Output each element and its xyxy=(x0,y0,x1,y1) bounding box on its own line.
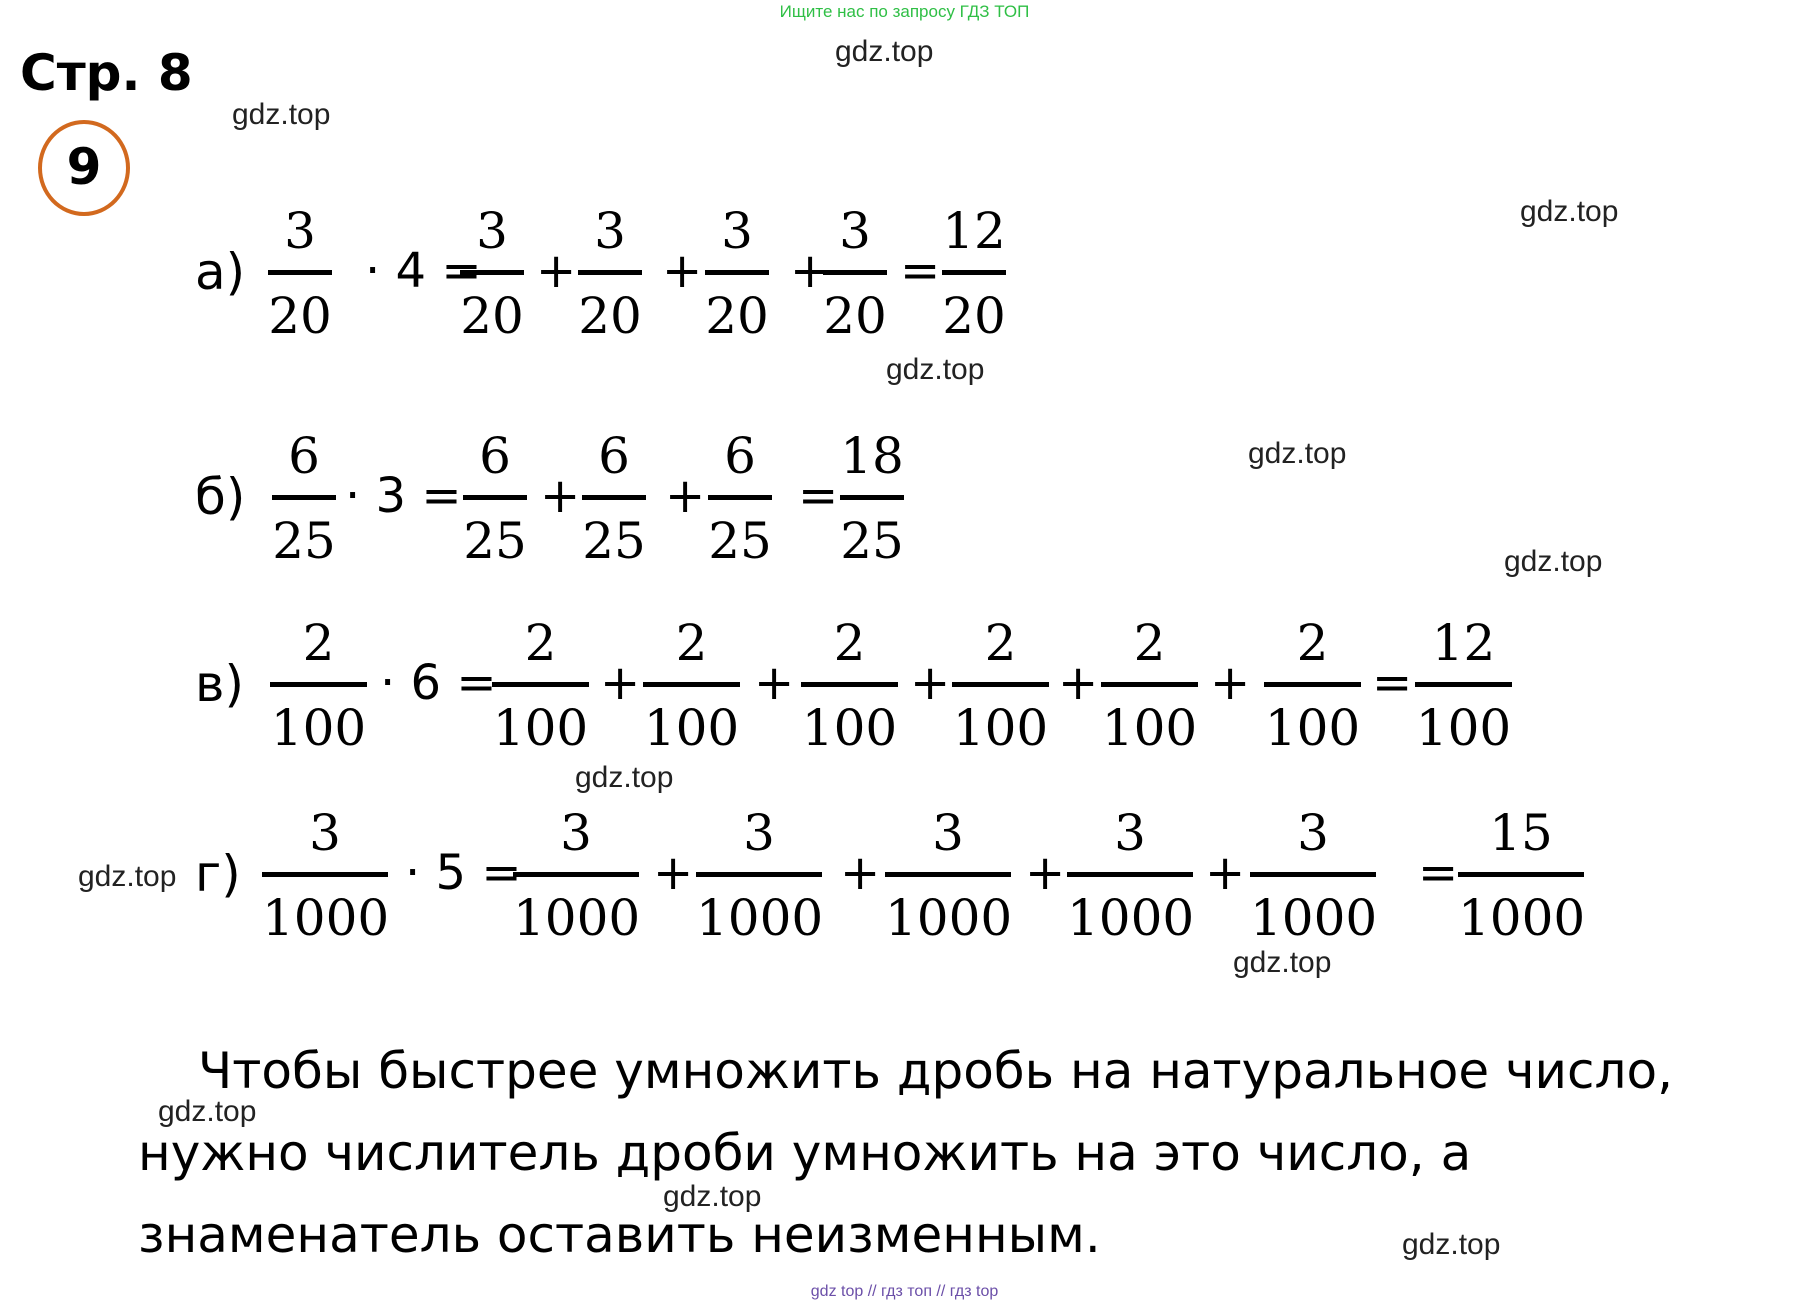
denominator: 1000 xyxy=(1067,889,1195,947)
fraction-bar xyxy=(952,682,1049,687)
equals-sign: = xyxy=(1372,655,1413,711)
denominator: 1000 xyxy=(513,889,641,947)
equation-label: а) xyxy=(195,243,246,301)
numerator: 2 xyxy=(1296,614,1329,672)
fraction-bar xyxy=(1415,682,1512,687)
equals-sign: = xyxy=(798,468,839,524)
fraction-bar xyxy=(1067,872,1193,877)
equation-row xyxy=(195,425,1755,585)
numerator: 3 xyxy=(932,804,964,862)
watermark: gdz.top xyxy=(232,98,331,131)
fraction-result xyxy=(1415,612,1512,759)
denominator: 25 xyxy=(708,512,772,570)
denominator: 25 xyxy=(272,512,336,570)
multiplier: · 5 = xyxy=(405,845,522,901)
fraction-bar xyxy=(262,872,388,877)
equation-label: г) xyxy=(195,845,241,903)
watermark: gdz.top xyxy=(663,1180,762,1213)
numerator: 3 xyxy=(1297,804,1329,862)
fraction-bar xyxy=(463,495,527,500)
numerator: 2 xyxy=(833,614,866,672)
plus-sign: + xyxy=(1025,845,1066,901)
equals-sign: = xyxy=(900,243,941,299)
denominator: 100 xyxy=(270,699,367,757)
numerator: 3 xyxy=(284,202,316,260)
plus-sign: + xyxy=(1205,845,1246,901)
fraction-term xyxy=(1067,802,1193,949)
fraction-bar xyxy=(582,495,646,500)
conclusion-text: Чтобы быстрее умножить дробь на натуральное число, нужно числитель дроби умножить на это число, а знаменатель оставить неизменным. xyxy=(138,1042,1673,1264)
fraction-bar xyxy=(272,495,336,500)
fraction-term xyxy=(696,802,822,949)
numerator: 3 xyxy=(309,804,341,862)
numerator: 18 xyxy=(840,427,904,485)
fraction-bar xyxy=(705,270,769,275)
numerator: 12 xyxy=(942,202,1006,260)
fraction-result xyxy=(840,425,904,572)
denominator: 1000 xyxy=(262,889,390,947)
fraction-bar xyxy=(643,682,740,687)
denominator: 20 xyxy=(823,287,887,345)
denominator: 20 xyxy=(578,287,642,345)
watermark: gdz.top xyxy=(886,353,985,386)
numerator: 3 xyxy=(721,202,753,260)
fraction-result xyxy=(942,200,1006,347)
multiplier: · 4 = xyxy=(365,243,482,299)
equation-row xyxy=(195,200,1755,360)
fraction-term xyxy=(513,802,639,949)
numerator: 6 xyxy=(288,427,320,485)
fraction-term xyxy=(1264,612,1361,759)
fraction-bar xyxy=(942,270,1006,275)
plus-sign: + xyxy=(536,243,577,299)
numerator: 3 xyxy=(594,202,626,260)
numerator: 2 xyxy=(524,614,557,672)
plus-sign: + xyxy=(662,243,703,299)
denominator: 1000 xyxy=(1250,889,1378,947)
plus-sign: + xyxy=(840,845,881,901)
fraction-factor xyxy=(262,802,388,949)
watermark: gdz.top xyxy=(158,1095,257,1128)
denominator: 100 xyxy=(801,699,898,757)
numerator: 2 xyxy=(302,614,335,672)
denominator: 25 xyxy=(463,512,527,570)
fraction-bar xyxy=(1250,872,1376,877)
denominator: 20 xyxy=(460,287,524,345)
fraction-term xyxy=(582,425,646,572)
denominator: 100 xyxy=(1415,699,1512,757)
denominator: 25 xyxy=(840,512,904,570)
multiplier: · 6 = xyxy=(380,655,497,711)
denominator: 20 xyxy=(268,287,332,345)
search-hint-banner: Ищите нас по запросу ГДЗ ТОП xyxy=(779,2,1030,21)
numerator: 3 xyxy=(476,202,508,260)
fraction-bar xyxy=(492,682,589,687)
numerator: 6 xyxy=(479,427,511,485)
fraction-term xyxy=(952,612,1049,759)
plus-sign: + xyxy=(1058,655,1099,711)
numerator: 2 xyxy=(675,614,708,672)
denominator: 25 xyxy=(582,512,646,570)
watermark: gdz.top xyxy=(1402,1228,1501,1261)
denominator: 1000 xyxy=(696,889,824,947)
numerator: 15 xyxy=(1489,804,1553,862)
watermark: gdz.top xyxy=(78,860,177,893)
equation-row xyxy=(195,802,1755,962)
plus-sign: + xyxy=(600,655,641,711)
fraction-bar xyxy=(840,495,904,500)
fraction-term xyxy=(705,200,769,347)
watermark: gdz.top xyxy=(1233,946,1332,979)
numerator: 6 xyxy=(598,427,630,485)
numerator: 3 xyxy=(839,202,871,260)
fraction-term xyxy=(885,802,1011,949)
denominator: 1000 xyxy=(1458,889,1586,947)
numerator: 6 xyxy=(724,427,756,485)
fraction-bar xyxy=(1101,682,1198,687)
fraction-term xyxy=(1250,802,1376,949)
fraction-factor xyxy=(272,425,336,572)
plus-sign: + xyxy=(540,468,581,524)
equation-label: в) xyxy=(195,655,244,713)
fraction-bar xyxy=(885,872,1011,877)
numerator: 2 xyxy=(1133,614,1166,672)
fraction-bar xyxy=(1458,872,1584,877)
fraction-bar xyxy=(801,682,898,687)
fraction-term xyxy=(801,612,898,759)
watermark: gdz.top xyxy=(1520,195,1619,228)
numerator: 2 xyxy=(984,614,1017,672)
fraction-bar xyxy=(708,495,772,500)
multiplier: · 3 = xyxy=(345,468,462,524)
watermark: gdz.top xyxy=(575,761,674,794)
fraction-result xyxy=(1458,802,1584,949)
watermark: gdz.top xyxy=(835,35,934,68)
fraction-term xyxy=(463,425,527,572)
fraction-bar xyxy=(696,872,822,877)
numerator: 3 xyxy=(560,804,592,862)
footer-links: gdz top // гдз топ // гдз top xyxy=(810,1283,999,1300)
fraction-term xyxy=(823,200,887,347)
exercise-number-badge: 9 xyxy=(38,120,130,216)
denominator: 20 xyxy=(942,287,1006,345)
fraction-bar xyxy=(268,270,332,275)
numerator: 3 xyxy=(1114,804,1146,862)
plus-sign: + xyxy=(653,845,694,901)
fraction-bar xyxy=(1264,682,1361,687)
equation-label: б) xyxy=(195,468,246,526)
plus-sign: + xyxy=(1210,655,1251,711)
equals-sign: = xyxy=(1418,845,1459,901)
denominator: 100 xyxy=(492,699,589,757)
fraction-term xyxy=(1101,612,1198,759)
denominator: 100 xyxy=(1264,699,1361,757)
plus-sign: + xyxy=(790,243,831,299)
fraction-factor xyxy=(270,612,367,759)
watermark: gdz.top xyxy=(1248,437,1347,470)
page-label: Стр. 8 xyxy=(20,44,193,102)
denominator: 100 xyxy=(952,699,1049,757)
fraction-term xyxy=(492,612,589,759)
numerator: 3 xyxy=(743,804,775,862)
fraction-bar xyxy=(513,872,639,877)
watermark: gdz.top xyxy=(1504,545,1603,578)
denominator: 100 xyxy=(1101,699,1198,757)
plus-sign: + xyxy=(754,655,795,711)
fraction-term xyxy=(578,200,642,347)
plus-sign: + xyxy=(665,468,706,524)
denominator: 20 xyxy=(705,287,769,345)
fraction-bar xyxy=(578,270,642,275)
fraction-term xyxy=(643,612,740,759)
fraction-factor xyxy=(268,200,332,347)
numerator: 12 xyxy=(1431,614,1496,672)
fraction-bar xyxy=(823,270,887,275)
denominator: 1000 xyxy=(885,889,1013,947)
denominator: 100 xyxy=(643,699,740,757)
plus-sign: + xyxy=(910,655,951,711)
equation-row xyxy=(195,612,1755,772)
fraction-bar xyxy=(270,682,367,687)
fraction-term xyxy=(708,425,772,572)
